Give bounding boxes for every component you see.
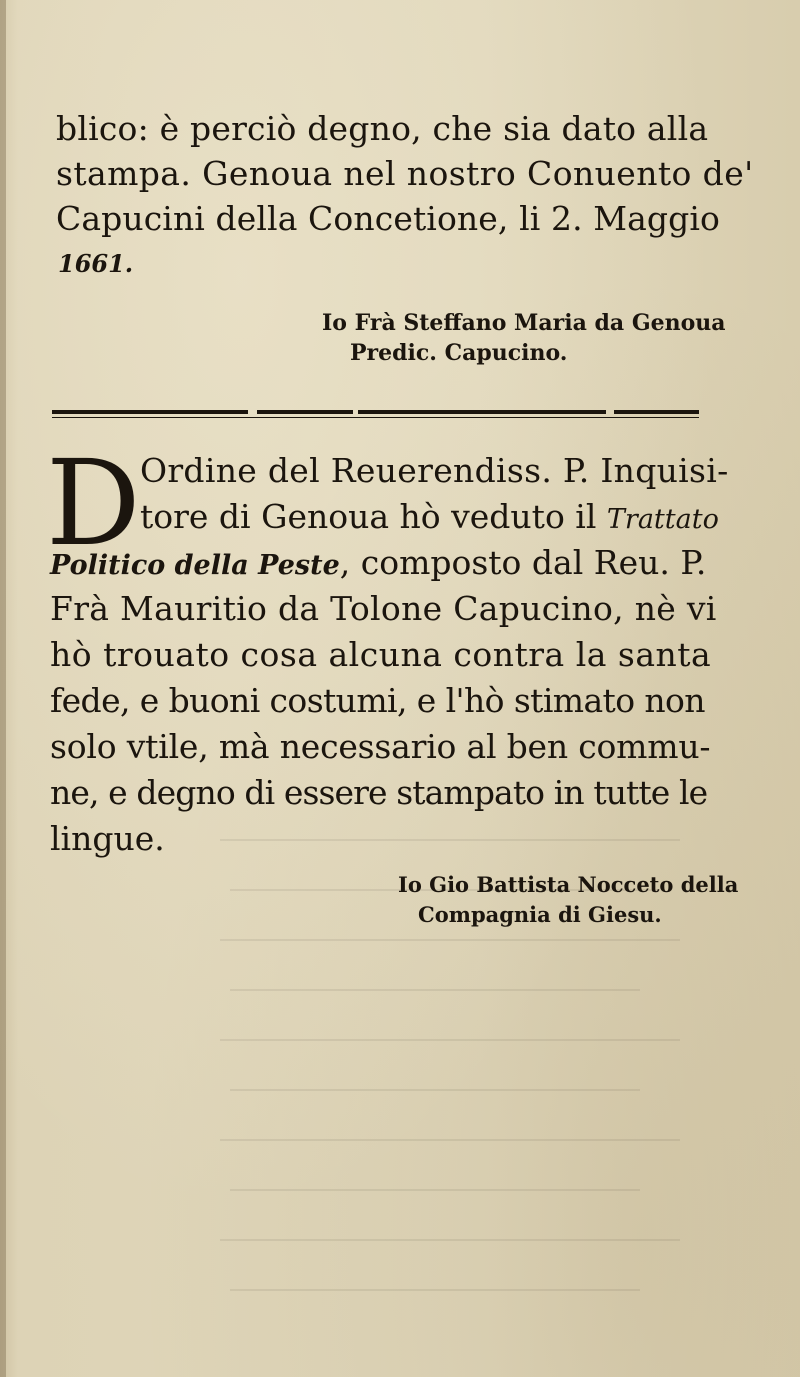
- page-spine-shadow: [0, 0, 6, 1377]
- section-divider: [52, 410, 699, 420]
- approval-one-line-2: stampa. Genoua nel nostro Conuento de': [56, 154, 754, 193]
- approval-two-line-8: ne, e degno di essere stampato in tutte le: [50, 773, 708, 812]
- approval-two-signature-line-1: Io Gio Battista Nocceto della: [398, 872, 739, 897]
- approval-two-line-1: Ordine del Reuerendiss. P. Inquisi-: [140, 451, 729, 490]
- approval-one-line-4: 1661.: [58, 249, 134, 278]
- approval-one-signature-line-2: Predic. Capucino.: [350, 340, 568, 366]
- approval-two-signature-line-2: Compagnia di Giesu.: [418, 902, 662, 927]
- approval-one-signature-line-1: Io Frà Steffano Maria da Genoua: [322, 310, 726, 336]
- approval-two-line-2: [140, 497, 719, 536]
- approval-one-line-3: Capucini della Concetione, li 2. Maggio: [56, 199, 720, 238]
- approval-two-line-3: [50, 543, 707, 582]
- approval-two-line-9: lingue.: [50, 819, 165, 858]
- approval-two-line-5: hò trouato cosa alcuna contra la santa: [50, 635, 712, 674]
- bleed-through-mark: [200, 820, 700, 1340]
- bleed-through-lines: [200, 820, 700, 1340]
- drop-cap: D: [46, 434, 141, 572]
- approval-two-line-6: fede, e buoni costumi, e l'hò stimato non: [50, 681, 705, 720]
- book-title-part-2: Politico della Peste: [50, 550, 340, 581]
- approval-two-line-2-text: tore di Genoua hò veduto il: [140, 497, 607, 536]
- approval-one-line-1: blico: è perciò degno, che sia dato alla: [56, 109, 709, 148]
- book-title-part-1: Trattato: [606, 504, 719, 535]
- approval-two-line-7: solo vtile, mà necessario al ben commu-: [50, 727, 711, 766]
- approval-two-line-3-text: , composto dal Reu. P.: [339, 543, 707, 582]
- approval-two-line-4: Frà Mauritio da Tolone Capucino, nè vi: [50, 589, 717, 628]
